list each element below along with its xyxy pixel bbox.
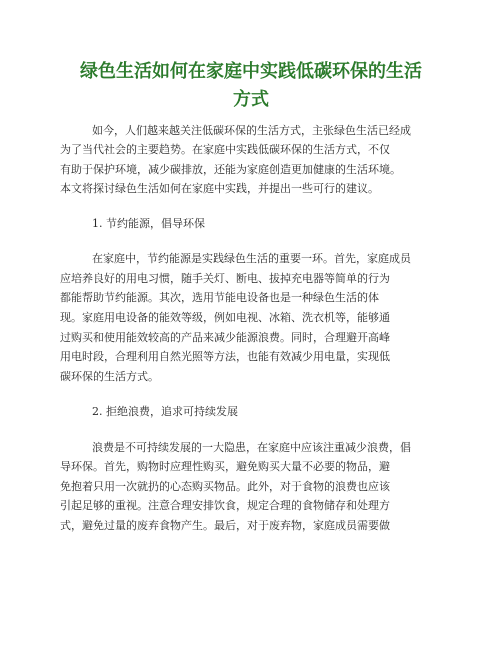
paragraph-line: 现。家庭用电设备的能效等级，例如电视、冰箱、洗衣机等，能够通 xyxy=(60,311,390,324)
section-heading-1: 1. 节约能源，倡导环保 xyxy=(92,217,205,230)
paragraph-line: 在家庭中，节约能源是实践绿色生活的重要一环。首先，家庭成员 xyxy=(92,252,411,265)
paragraph-line: 引起足够的重视。注意合理安排饮食，规定合理的食物储存和处理方 xyxy=(60,499,390,512)
paragraph-line: 导环保。首先，购物时应理性购买，避免购买大量不必要的物品，避 xyxy=(60,460,390,473)
paragraph-line: 有助于保护环境，减少碳排放，还能为家庭创造更加健康的生活环境。 xyxy=(60,163,401,176)
paragraph-line: 如今，人们越来越关注低碳环保的生活方式，主张绿色生活已经成 xyxy=(92,124,411,137)
section-heading-2: 2. 拒绝浪费，追求可持续发展 xyxy=(92,405,238,418)
paragraph-line: 为了当代社会的主要趋势。在家庭中实践低碳环保的生活方式，不仅 xyxy=(60,143,390,156)
paragraph-line: 碳环保的生活方式。 xyxy=(60,370,159,383)
paragraph-line: 免抱着只用一次就扔的心态购买物品。此外，对于食物的浪费也应该 xyxy=(60,480,390,493)
paragraph-line: 都能帮助节约能源。其次，选用节能电设备也是一种绿色生活的体 xyxy=(60,291,379,304)
paragraph-line: 浪费是不可持续发展的一大隐患，在家庭中应该注重减少浪费，倡 xyxy=(92,441,411,454)
paragraph-line: 应培养良好的用电习惯，随手关灯、断电、拔掉充电器等简单的行为 xyxy=(60,272,390,285)
document-title-line-1: 绿色生活如何在家庭中实践低碳环保的生活 xyxy=(80,61,422,82)
paragraph-line: 用电时段，合理利用自然光照等方法，也能有效减少用电量，实现低 xyxy=(60,350,390,363)
paragraph-line: 本文将探讨绿色生活如何在家庭中实践，并提出一些可行的建议。 xyxy=(60,182,379,195)
document-title-line-2: 方式 xyxy=(233,89,269,110)
paragraph-line: 式，避免过量的废弃食物产生。最后，对于废弃物，家庭成员需要做 xyxy=(60,519,390,532)
paragraph-line: 过购买和使用能效较高的产品来减少能源浪费。同时，合理避开高峰 xyxy=(60,331,390,344)
